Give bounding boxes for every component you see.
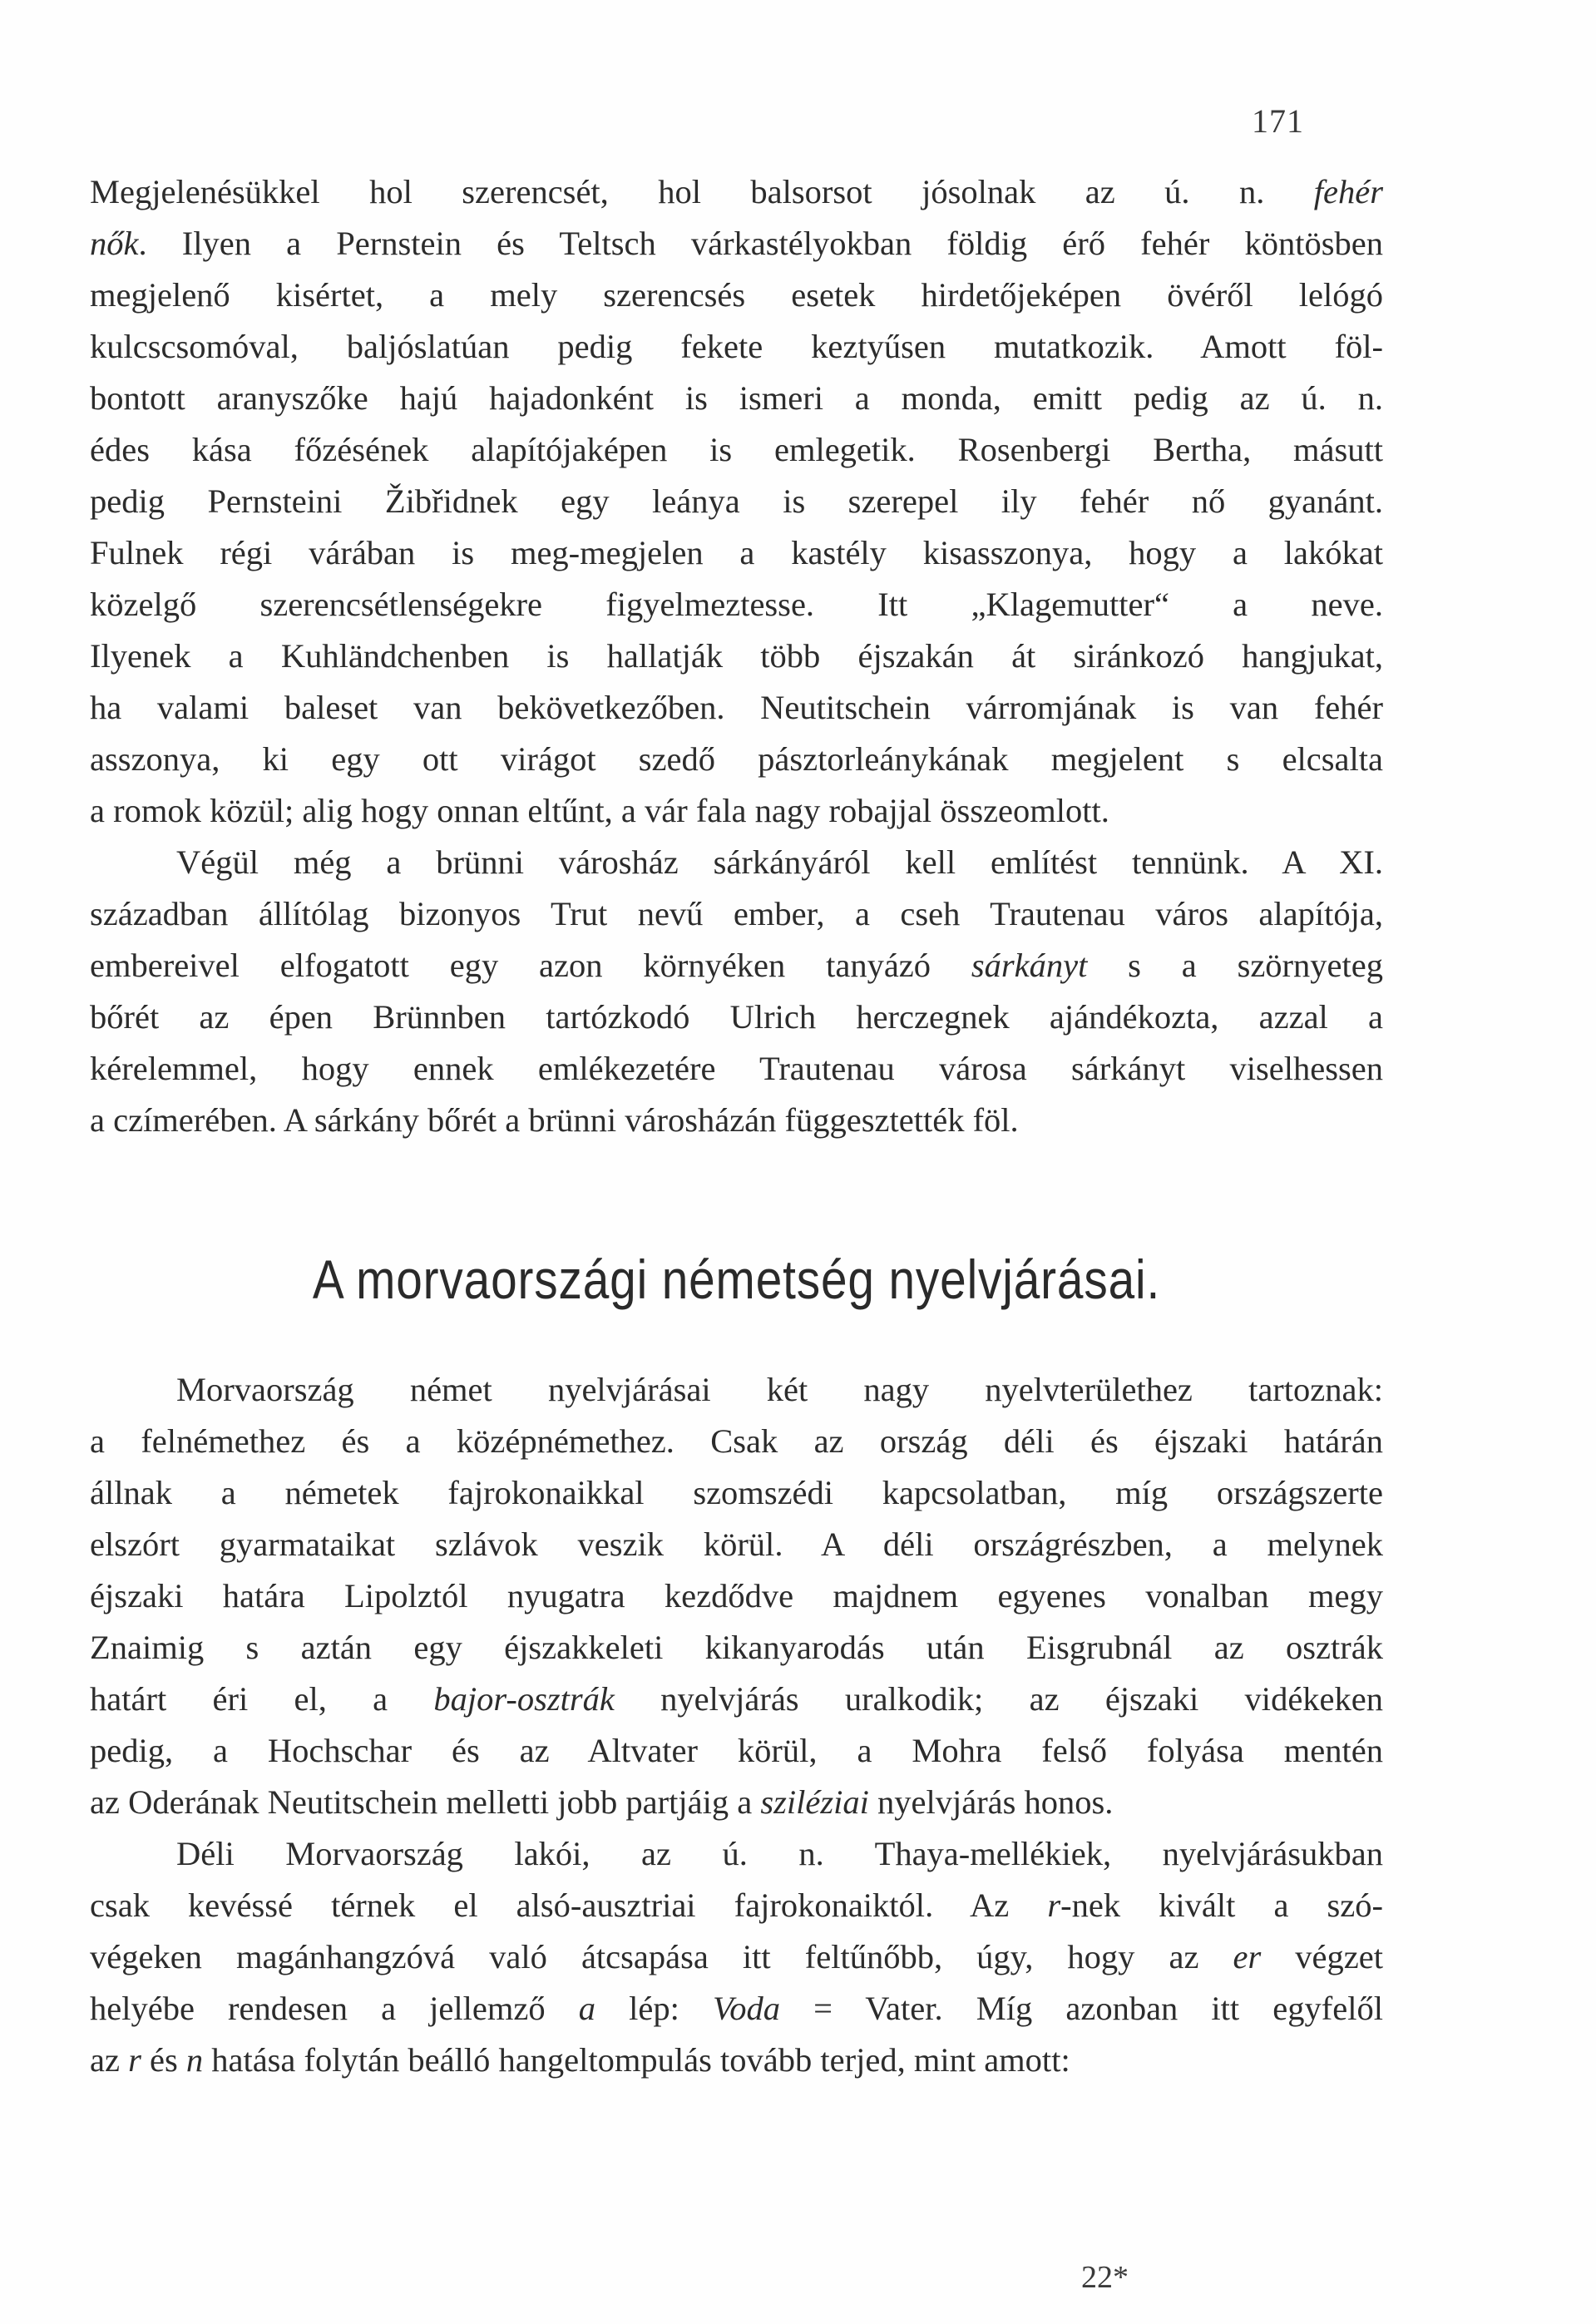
italic-term: er [1233,1938,1262,1975]
text-line [90,1880,1383,1931]
text-segment: Fulnek régi várában is meg-megjelen a kastély kisasszonya, hogy a lakókat [90,534,1383,571]
text-segment: Znaimig s aztán egy éjszakkeleti kikanyarodás után Eisgrubnál az osztrák [90,1629,1383,1666]
italic-term: fehér [1313,173,1383,210]
text-segment: Ilyenek a Kuhländchenben is hallatják több éjszakán át siránkozó hangjukat, [90,637,1383,675]
text-line [90,218,1383,269]
text-segment: . Ilyen a Pernstein és Teltsch várkastélyokban földig érő fehér köntösben [138,225,1383,262]
paragraph-4 [90,1828,1383,2086]
page-number: 171 [1252,102,1304,140]
text-segment: pedig Pernsteini Žibřidnek egy leánya is szerepel ily fehér nő gyanánt. [90,482,1383,520]
section-heading: A morvaországi németség nyelvjárásai. [312,1249,1161,1310]
text-segment: bőrét az épen Brünnben tartózkodó Ulrich herczegnek ajándékozta, azzal a [90,998,1383,1036]
text-line [90,734,1383,785]
signature-mark: 22* [1081,2260,1129,2295]
text-segment: megjelenő kisértet, a mely szerencsés esetek hirdetőjeképen övéről lelógó [90,276,1383,314]
text-segment: végzet [1261,1938,1383,1975]
text-segment: édes kása főzésének alapítójaképen is emlegetik. Rosenbergi Bertha, másutt [90,431,1383,468]
text-segment: a romok közül; alig hogy onnan eltűnt, a vár fala nagy robajjal összeomlott. [90,792,1109,829]
text-line [90,1095,1383,1146]
text-line [90,1622,1383,1674]
text-segment: kérelemmel, hogy ennek emlékezetére Trautenau városa sárkányt viselhessen [90,1050,1383,1087]
text-segment: a czímerében. A sárkány bőrét a brünni városházán függesztették föl. [90,1101,1019,1139]
text-segment: ha valami baleset van bekövetkezőben. Neutitschein várromjának is van fehér [90,689,1383,726]
text-line [90,1043,1383,1095]
paragraph-3 [90,1364,1383,1828]
text-line [90,1467,1383,1519]
text-segment: végeken magánhangzóvá való átcsapása itt feltűnőbb, úgy, hogy az [90,1938,1233,1975]
text-segment: hatása folytán beálló hangeltompulás tovább terjed, mint amott: [203,2041,1070,2079]
text-segment: lép: [595,1990,713,2027]
paragraph-2 [90,837,1383,1146]
text-line [90,785,1383,837]
italic-term: n [185,2041,204,2079]
text-line [90,940,1383,991]
body-text-upper [90,166,1383,1146]
text-line [90,1674,1383,1725]
italic-term: bajor-osztrák [433,1680,615,1718]
text-line [90,1828,1383,1880]
text-line [90,373,1383,424]
text-line [90,1931,1383,1983]
text-line [90,269,1383,321]
text-segment: nyelvjárás honos. [868,1783,1114,1821]
text-segment: században állítólag bizonyos Trut nevű ember, a cseh Trautenau város alapítója, [90,895,1383,932]
text-segment: -nek kivált a szó- [1060,1886,1383,1924]
text-line [90,682,1383,734]
italic-term: r [128,2041,141,2079]
text-line [90,1416,1383,1467]
text-line [90,424,1383,476]
italic-term: r [1047,1886,1061,1924]
text-line [90,1519,1383,1570]
text-line [90,1570,1383,1622]
text-segment: közelgő szerencsétlenségekre figyelmeztesse. Itt „Klagemutter“ a neve. [90,586,1383,623]
text-segment: a felnémethez és a középnémethez. Csak az ország déli és éjszaki határán [90,1422,1383,1460]
text-line [90,1725,1383,1777]
text-line [90,1364,1383,1416]
text-line [90,991,1383,1043]
italic-term: sziléziai [760,1783,869,1821]
text-line [90,321,1383,373]
text-segment: embereivel elfogatott egy azon környéken tanyázó [90,947,971,984]
italic-term: sárkányt [971,947,1088,984]
paragraph-1 [90,166,1383,837]
body-text-lower [90,1364,1383,2086]
text-segment: Megjelenésükkel hol szerencsét, hol balsorsot jósolnak az ú. n. [90,173,1314,210]
text-segment: és [141,2041,186,2079]
italic-term: nők [90,225,139,262]
text-segment: Morvaország német nyelvjárásai két nagy nyelvterülethez tartoznak: [176,1371,1383,1408]
italic-term: a [578,1990,595,2027]
text-segment: pedig, a Hochschar és az Altvater körül, a Mohra felső folyása mentén [90,1732,1383,1769]
text-line [90,476,1383,527]
text-segment: helyébe rendesen a jellemző [90,1990,579,2027]
text-line [90,888,1383,940]
italic-term: Voda [712,1990,780,2027]
text-segment: határt éri el, a [90,1680,434,1718]
text-segment: Végül még a brünni városház sárkányáról kell említést tennünk. A XI. [176,843,1383,881]
text-segment: bontott aranyszőke hajú hajadonként is ismeri a monda, emitt pedig az ú. n. [90,379,1383,417]
text-segment: csak kevéssé térnek el alsó-ausztriai fajrokonaiktól. Az [90,1886,1048,1924]
text-line [90,837,1383,888]
text-segment: elszórt gyarmataikat szlávok veszik körül. A déli országrészben, a melynek [90,1525,1383,1563]
text-line [90,579,1383,630]
text-segment: éjszaki határa Lipolztól nyugatra kezdődve majdnem egyenes vonalban megy [90,1577,1383,1614]
text-segment: = Vater. Míg azonban itt egyfelől [779,1990,1383,2027]
text-line [90,166,1383,218]
text-line [90,630,1383,682]
text-segment: s a szörnyeteg [1087,947,1383,984]
text-segment: nyelvjárás uralkodik; az éjszaki vidékeken [614,1680,1383,1718]
text-segment: az [90,2041,129,2079]
text-line [90,2035,1383,2086]
text-segment: állnak a németek fajrokonaikkal szomszédi kapcsolatban, míg országszerte [90,1474,1383,1511]
text-line [90,1983,1383,2035]
text-segment: asszonya, ki egy ott virágot szedő pásztorleánykának megjelent s elcsalta [90,740,1383,778]
text-line [90,527,1383,579]
text-line [90,1777,1383,1828]
text-segment: kulcscsomóval, baljóslatúan pedig fekete keztyűsen mutatkozik. Amott föl- [90,328,1383,365]
text-segment: az Oderának Neutitschein melletti jobb partjáig a [90,1783,761,1821]
text-segment: Déli Morvaország lakói, az ú. n. Thaya-mellékiek, nyelvjárásukban [176,1835,1383,1872]
